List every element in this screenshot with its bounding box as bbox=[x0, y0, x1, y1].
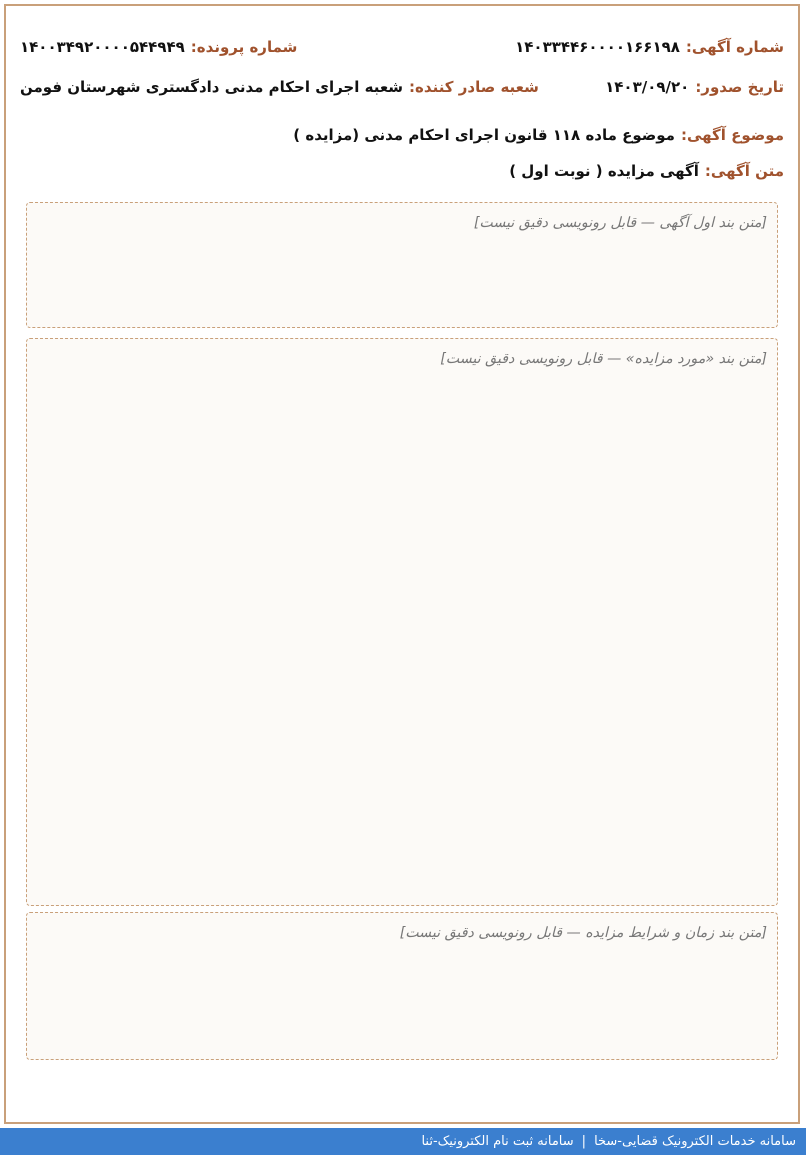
file-number-label: شماره پرونده: bbox=[190, 38, 298, 56]
paragraph-1-placeholder: [متن بند اول آگهی — قابل رونویسی دقیق نیست] bbox=[26, 202, 778, 328]
notice-frame bbox=[4, 4, 800, 1124]
issue-date-value: ۱۴۰۳/۰۹/۲۰ bbox=[605, 78, 690, 96]
subject-value: موضوع ماده ۱۱۸ قانون اجرای احکام مدنی (مزایده ) bbox=[293, 126, 675, 144]
footer-link-sakha[interactable]: سامانه خدمات الکترونیک قضایی-سخا bbox=[594, 1134, 796, 1149]
header-row-numbers bbox=[20, 38, 784, 56]
paragraph-3-placeholder: [متن بند زمان و شرایط مزایده — قابل رونویسی دقیق نیست] bbox=[26, 912, 778, 1060]
footer-link-sana[interactable]: سامانه ثبت نام الکترونیک-ثنا bbox=[421, 1134, 574, 1149]
issuing-branch-value: شعبه اجرای احکام مدنی دادگستری شهرستان فومن bbox=[20, 78, 404, 96]
text-heading-value: آگهی مزایده ( نوبت اول ) bbox=[509, 162, 699, 180]
footer-separator: | bbox=[581, 1134, 587, 1149]
subject-label: موضوع آگهی: bbox=[680, 126, 784, 144]
ad-number-value: ۱۴۰۳۳۴۴۶۰۰۰۰۱۶۶۱۹۸ bbox=[515, 38, 680, 56]
issue-date-field bbox=[605, 78, 784, 96]
issuing-branch-label: شعبه صادر کننده: bbox=[409, 78, 539, 96]
issuing-branch-field bbox=[20, 78, 539, 96]
header-row-date-branch bbox=[20, 78, 784, 96]
issue-date-label: تاریخ صدور: bbox=[695, 78, 784, 96]
body-paragraph-1 bbox=[26, 202, 778, 328]
body-paragraph-3 bbox=[26, 912, 778, 1060]
ad-number-label: شماره آگهی: bbox=[685, 38, 784, 56]
file-number-field bbox=[20, 38, 297, 56]
text-heading-label: متن آگهی: bbox=[704, 162, 784, 180]
footer-bar bbox=[0, 1128, 806, 1155]
body-paragraph-2 bbox=[26, 338, 778, 906]
subject-row bbox=[293, 126, 784, 144]
text-heading-row bbox=[509, 162, 784, 180]
text-heading-field bbox=[509, 162, 784, 180]
ad-number-field bbox=[515, 38, 784, 56]
file-number-value: ۱۴۰۰۳۴۹۲۰۰۰۰۵۴۴۹۴۹ bbox=[20, 38, 185, 56]
subject-field bbox=[293, 126, 784, 144]
paragraph-2-placeholder: [متن بند «مورد مزایده» — قابل رونویسی دقیق نیست] bbox=[26, 338, 778, 906]
